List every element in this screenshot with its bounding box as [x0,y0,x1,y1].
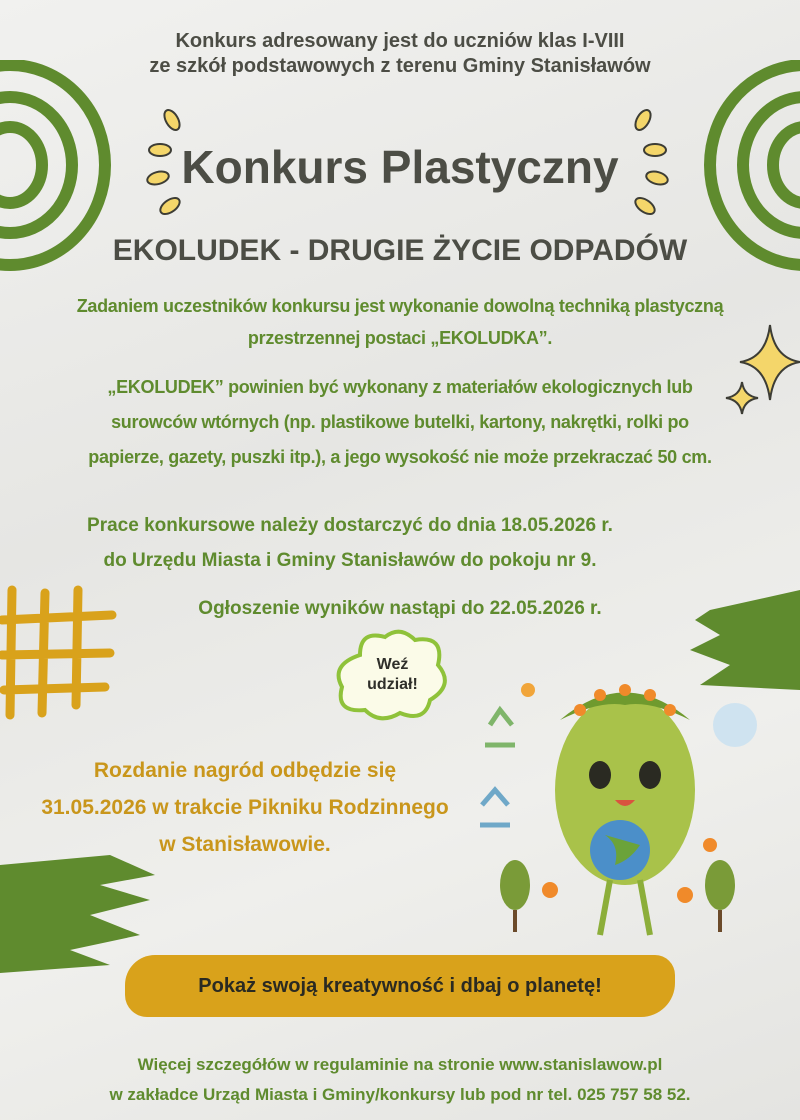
awards-line-3: w Stanisławowie. [159,833,331,856]
hash-grid-decoration [0,585,120,720]
recycle-icon-2 [480,790,510,825]
ekoludek-character-illustration [470,670,780,950]
header-line-2: ze szkół podstawowych z terenu Gminy Stanisławów [149,55,651,77]
subtitle: EKOLUDEK - DRUGIE ŻYCIE ODPADÓW [112,234,688,267]
footer-line-2: w zakładce Urząd Miasta i Gminy/konkursy lub pod nr tel. 025 757 58 52. [109,1085,691,1104]
delivery-line-1: Prace konkursowe należy dostarczyć do dnia 18.05.2026 r. [87,515,613,536]
take-part-cloud [330,625,455,725]
materials-line-3: papierze, gazety, puszki itp.), a jego wysokość nie może przekraczać 50 cm. [88,447,712,467]
results-text: Ogłoszenie wyników nastąpi do 22.05.2026 r. [198,598,602,619]
task-paragraph [0,290,800,354]
delivery-paragraph [0,508,700,578]
cloud-line-2: udział! [367,676,418,693]
awards-paragraph [0,752,490,863]
awards-line-2: 31.05.2026 w trakcie Pikniku Rodzinnego [41,796,449,819]
footer-line-1: Więcej szczegółów w regulaminie na stronie www.stanislawow.pl [137,1055,663,1074]
task-line-1: Zadaniem uczestników konkursu jest wykonanie dowolną techniką plastyczną [76,296,724,316]
cloud-line-1: Weź [376,656,409,673]
materials-line-1: „EKOLUDEK” powinien być wykonany z materiałów ekologicznych lub [107,377,693,397]
materials-paragraph [0,370,800,475]
slogan-banner [125,955,675,1017]
delivery-line-2: do Urzędu Miasta i Gminy Stanisławów do pokoju nr 9. [103,550,597,571]
slogan-text: Pokaż swoją kreatywność i dbaj o planetę! [198,974,602,997]
recycle-icon [485,710,515,745]
awards-line-1: Rozdanie nagród odbędzie się [93,759,397,782]
materials-line-2: surowców wtórnych (np. plastikowe butelki, kartony, nakrętki, rolki po [111,412,689,432]
page-title: Konkurs Plastyczny [181,141,619,193]
header-line-1: Konkurs adresowany jest do uczniów klas I-VIII [175,30,625,52]
green-brush-left-decoration [0,855,160,975]
footer-info [0,1050,800,1110]
task-line-2: przestrzennej postaci „EKOLUDKA”. [247,328,553,348]
